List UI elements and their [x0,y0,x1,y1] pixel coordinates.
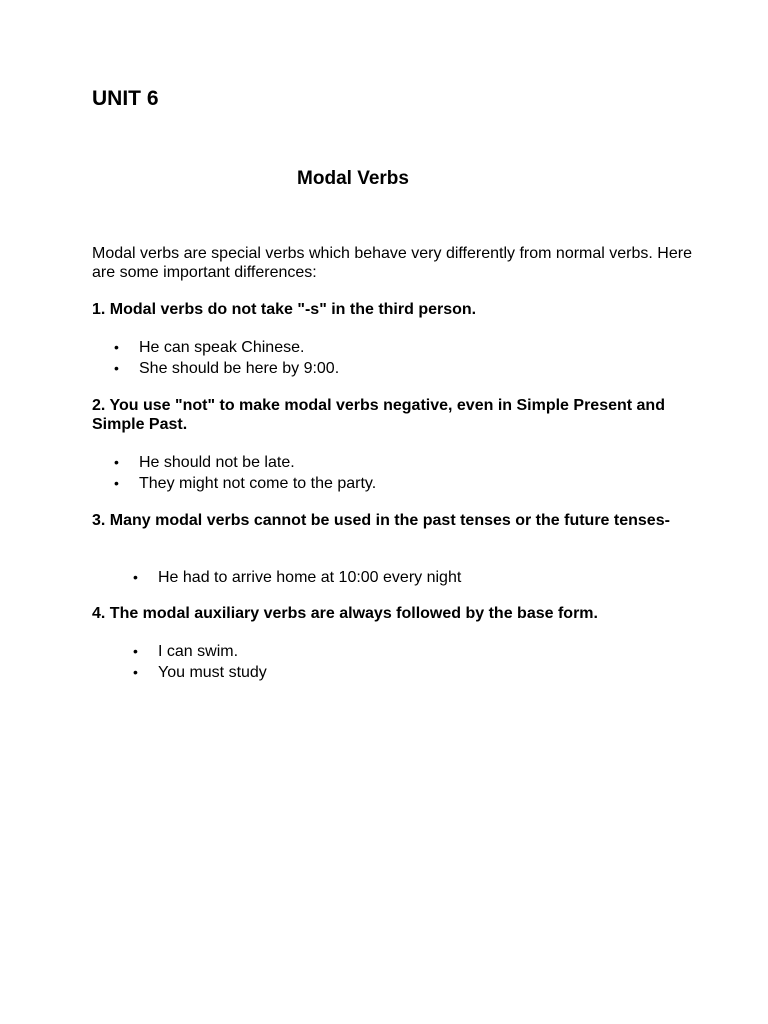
list-item [133,662,267,683]
example-list-3 [133,567,461,588]
example-text: You must study [158,664,267,681]
list-item [114,473,376,494]
page-title: Modal Verbs [297,168,409,189]
list-item [114,337,339,358]
list-item [114,358,339,379]
bullet-icon: • [114,475,119,491]
rule-heading-3: 3. Many modal verbs cannot be used in the past tenses or the future tenses- [92,512,670,529]
list-item [133,567,461,588]
example-text: He should not be late. [139,454,295,471]
bullet-icon: • [133,664,138,680]
example-text: She should be here by 9:00. [139,360,340,377]
rule-heading-1: 1. Modal verbs do not take "-s" in the third person. [92,301,477,318]
example-list-2 [114,452,376,494]
example-list-1 [114,337,339,379]
example-text: He had to arrive home at 10:00 every night [158,569,462,586]
unit-heading: UNIT 6 [92,87,159,110]
bullet-icon: • [114,454,119,470]
list-item [133,641,267,662]
rule-heading-2: 2. You use "not" to make modal verbs negative, even in Simple Present and Simple Past. [92,397,665,433]
example-text: They might not come to the party. [139,475,377,492]
bullet-icon: • [114,360,119,376]
bullet-icon: • [114,339,119,355]
intro-paragraph: Modal verbs are special verbs which behave very differently from normal verbs. Here are some important differences: [92,245,692,281]
example-list-4 [133,641,267,683]
bullet-icon: • [133,569,138,585]
example-text: I can swim. [158,643,239,660]
list-item [114,452,376,473]
example-text: He can speak Chinese. [139,339,305,356]
bullet-icon: • [133,643,138,659]
rule-heading-4: 4. The modal auxiliary verbs are always followed by the base form. [92,605,598,622]
